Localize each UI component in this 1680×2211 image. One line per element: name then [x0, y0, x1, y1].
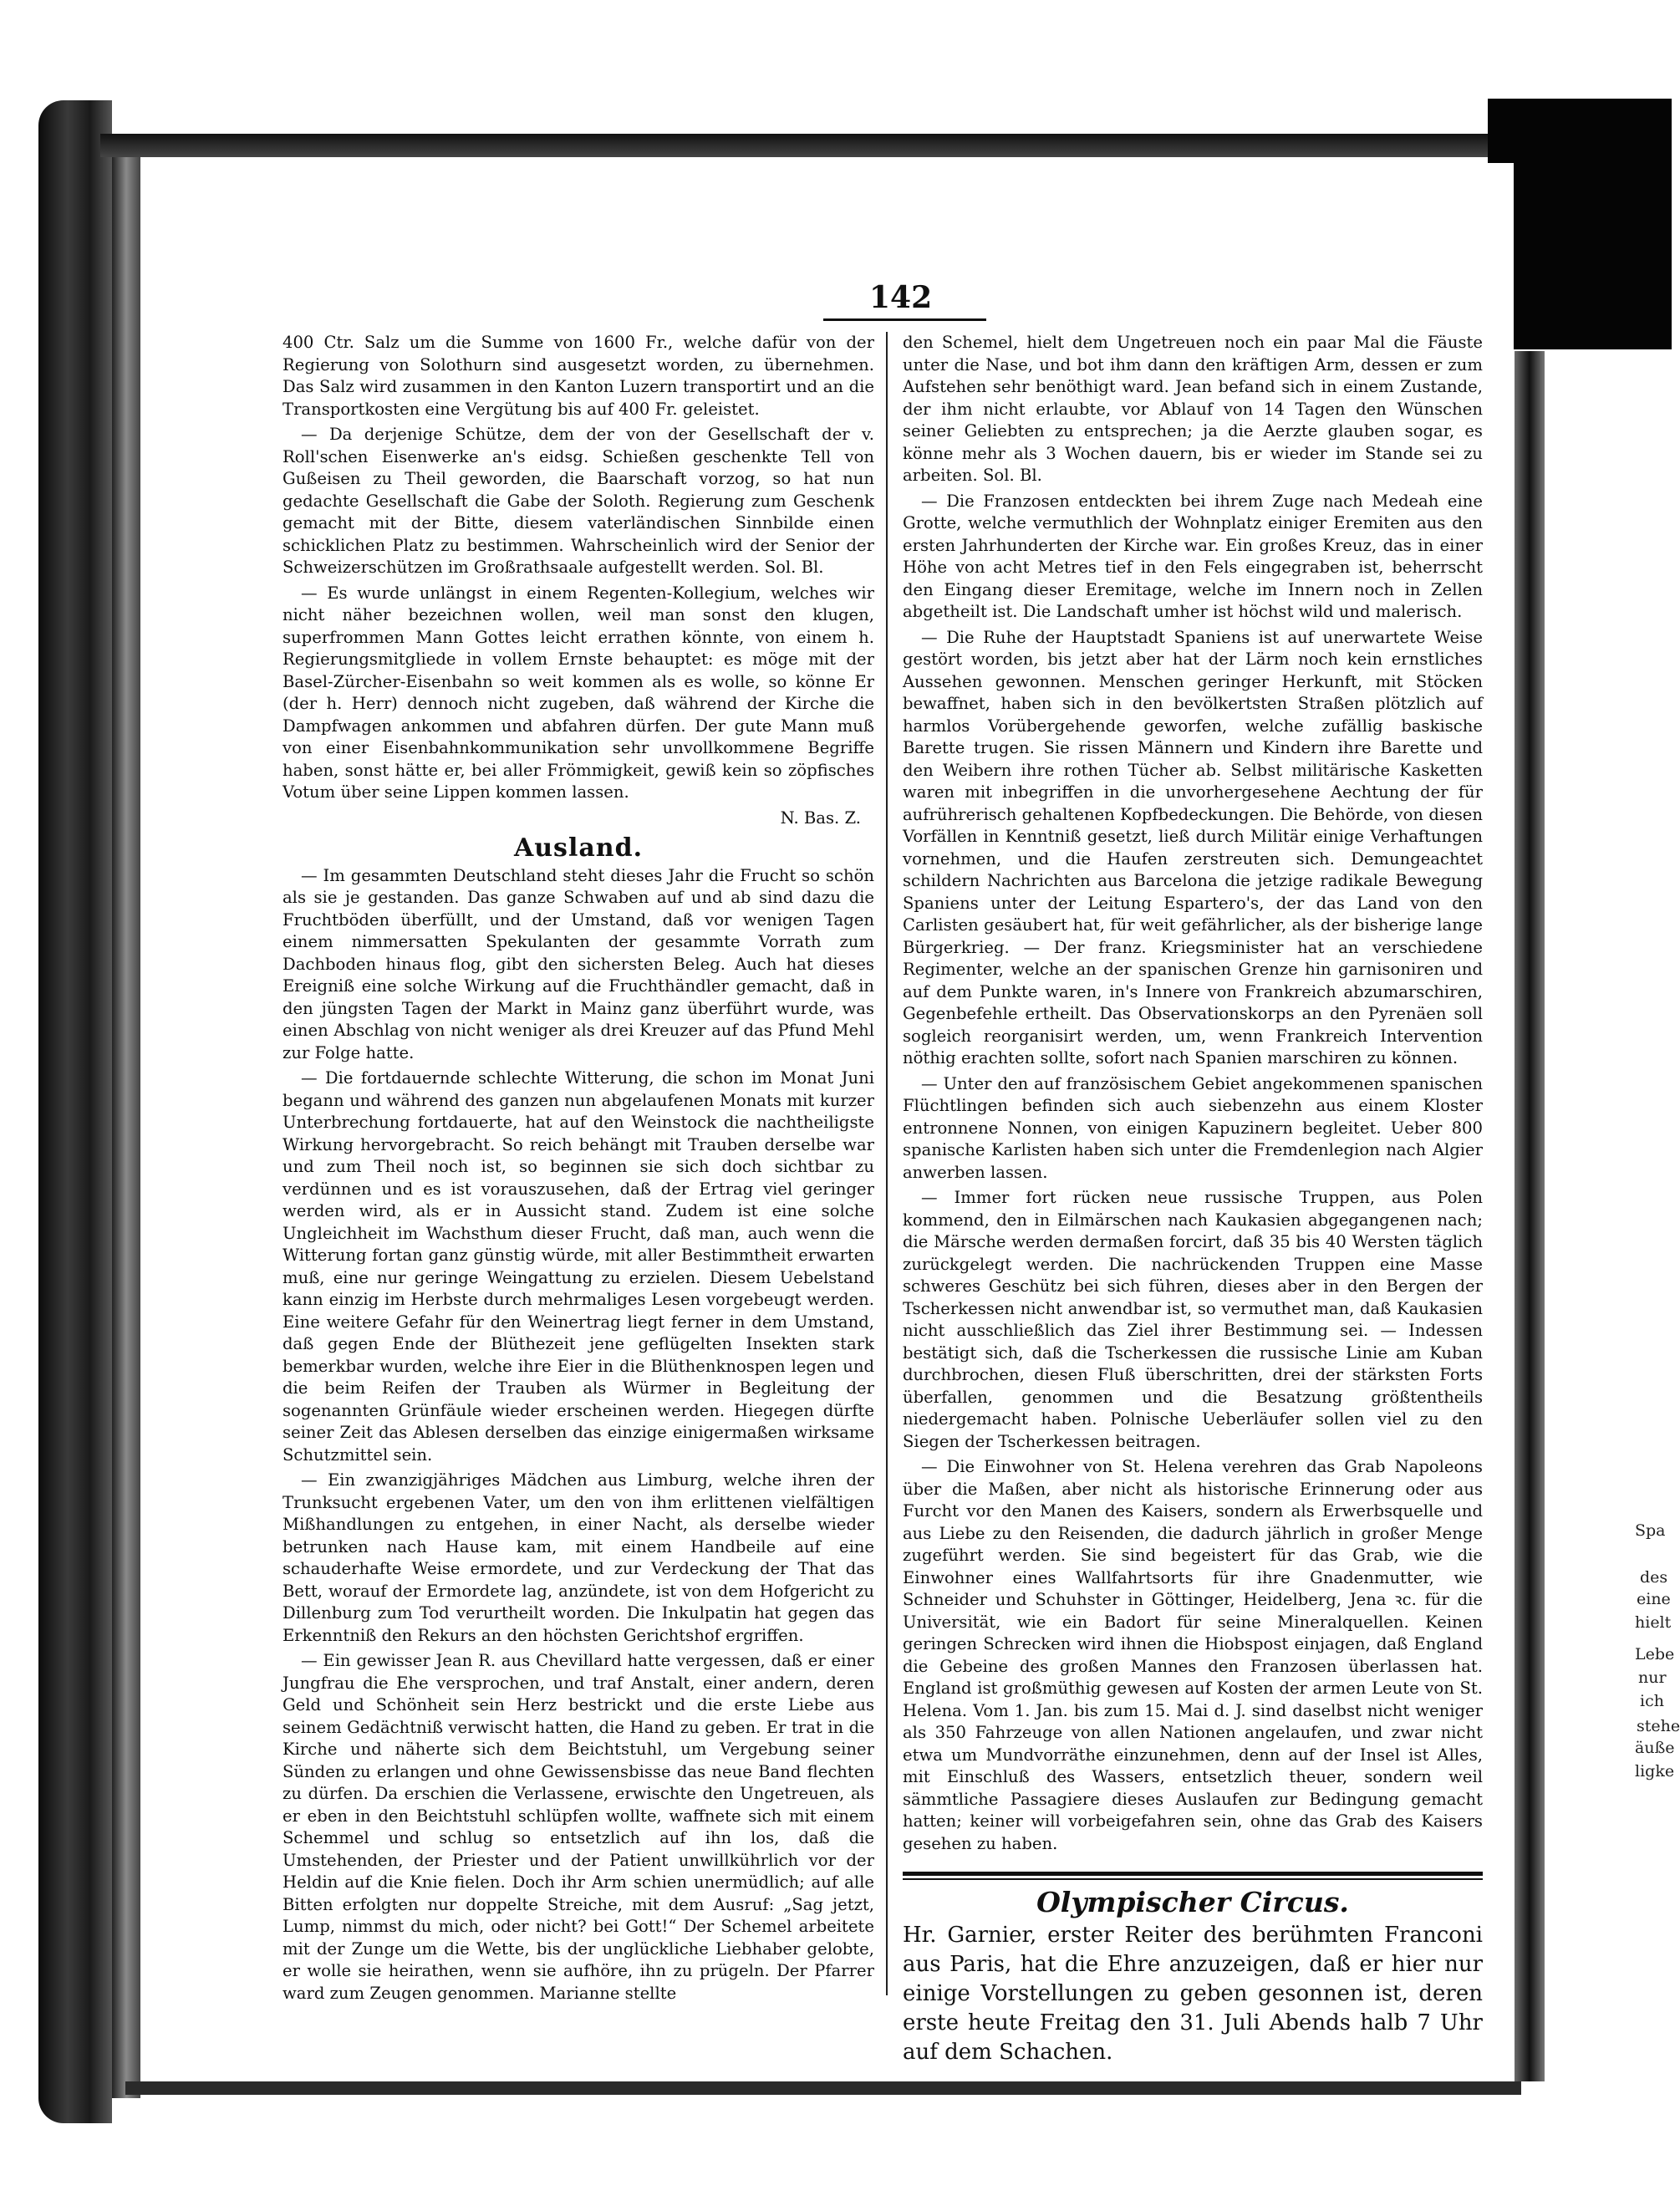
advertisement [903, 1886, 1483, 2067]
adjacent-page-fragment: äuße [1635, 1739, 1675, 1757]
page-number-rule [823, 318, 986, 321]
adjacent-page-fragment: nur [1638, 1668, 1667, 1687]
article-paragraph: — Die fortdauernde schlechte Witterung, die schon im Monat Juni begann und während des ganzen nun abgelaufenen Monats mit kurzer Unterbrechung fortdauerte, hat auf den Weinstock die nachtheiligste Wirkung hervorgebracht. So reich behängt mit Trauben derselbe war und zum Theil noch ist, so beginnen sie sich doch sichtbar zu verdünnen und es ist vorauszusehen, daß der Ertrag viel geringer werden wird, als er in Aussicht stand. Zudem ist eine solche Ungleichheit im Wachsthum dieser Frucht, daß man, auch wenn die Witterung fortan ganz günstig würde, mit aller Bestimmtheit erwarten muß, eine nur geringe Weingattung zu erzielen. Diesem Uebelstand kann einzig im Herbste durch mehrmaliges Lesen vorgebeugt werden. Eine weitere Gefahr für den Weinertrag liegt ferner in dem Umstand, daß gegen Ende der Blüthezeit jene geflügelten Insekten stark bemerkbar wurden, welche ihre Eier in die Blüthenknospen legen und die beim Reifen der Trauben als Würmer in Begleitung der sogenannten Grünfäule wieder erscheinen werden. Hiegegen dürfte seiner Zeit das Ablesen derselben das einzige einigermaßen wirksame Schutzmittel sein. [283, 1068, 874, 1465]
book-spine-right [1515, 351, 1545, 2081]
advertisement-title: Olympischer Circus. [1036, 1886, 1349, 1918]
column-divider [886, 332, 888, 1995]
article-paragraph: — Im gesammten Deutschland steht dieses Jahr die Frucht so schön als sie je gestanden. Das ganze Schwaben auf und ab sind dazu die Fruchtböden überfüllt, und der Umstand, daß vor wenigen Tagen einem nimmersatten Spekulanten der gesammte Vorrath zum Dachboden hinaus flog, gibt den sichersten Beleg. Auch hat dieses Ereigniß eine solche Wirkung auf die Fruchthändler gemacht, daß in den jüngsten Tagen der Markt in Mainz ganz überführt wurde, was einen Abschlag von nicht weniger als drei Kreuzer auf das Pfund Mehl zur Folge hatte. [283, 865, 874, 1062]
article-paragraph: — Unter den auf französischem Gebiet angekommenen spanischen Flüchtlingen befinden sich auch siebenzehn aus einem Kloster entronnene Nonnen, von einigen Kapuzinern begleitet. Ueber 800 spanische Karlisten haben sich unter die Fremdenlegion nach Algier anwerben lassen. [903, 1073, 1483, 1182]
adjacent-page-fragment: Lebe [1635, 1645, 1675, 1663]
left-column [283, 332, 874, 2008]
book-bottom-edge [125, 2081, 1521, 2095]
right-column [903, 332, 1483, 2067]
article-paragraph: den Schemel, hielt dem Ungetreuen noch ein paar Mal die Fäuste unter die Nase, und bot ihm dann den kräftigen Arm, dessen er zum Aufstehen sehr benöthigt ward. Jean befand sich in einem Zustande, der ihm nicht erlaubte, vor Ablauf von 14 Tagen den Wünschen seiner Geliebten zu entsprechen; ja die Aerzte glauben sogar, es könne mehr als 3 Wochen dauern, bis er wieder im Stande sei zu arbeiten. Sol. Bl. [903, 333, 1483, 485]
adjacent-page-fragment: stehe [1637, 1717, 1680, 1735]
adjacent-page-fragment: eine [1637, 1590, 1671, 1608]
adjacent-page-fragment: des [1640, 1568, 1668, 1587]
article-paragraph: 400 Ctr. Salz um die Summe von 1600 Fr., welche dafür von der Regierung von Solothurn sind ausgesetzt worden, zu übernehmen. Das Salz wird zusammen in den Kanton Luzern transportirt und an die Transportkosten eine Vergütung bis auf 400 Fr. geleistet. [283, 333, 874, 419]
article-paragraph: — Ein gewisser Jean R. aus Chevillard hatte vergessen, daß er einer Jungfrau die Ehe versprochen, und traf Anstalt, einer andern, deren Geld und Schönheit sein Herz bestrickt und die erste Liebe aus seinem Gedächtniß verwischt hatten, die Hand zu geben. Er trat in die Kirche und näherte sich dem Beichtstuhl, um Vergebung seiner Sünden zu erlangen und ohne Gewissensbisse das neue Band flechten zu dürfen. Da erschien die Verlassene, erwischte den Ungetreuen, als er eben in den Beichtstuhl schlüpfen wollte, waffnete sich mit einem Schemmel und schlug so entsetzlich auf ihn los, daß die Umstehenden, der Priester und der Patient unwillkührlich vor der Heldin auf die Knie fielen. Doch ihr Arm schien unermüdlich; auf alle Bitten erfolgten nur doppelte Streiche, mit dem Ausruf: „Sag jetzt, Lump, nimmst du mich, oder nicht? bei Gott!“ Der Schemel arbeitete mit der Zunge um die Wette, bis der unglückliche Liebhaber gelobte, er wolle sie heirathen, wenn sie aufhöre, ihn zu prügeln. Der Pfarrer ward zum Zeugen genommen. Marianne stellte [283, 1651, 874, 2003]
adjacent-page-fragment: ich [1640, 1692, 1664, 1710]
article-paragraph: — Da derjenige Schütze, dem der von der Gesellschaft der v. Roll'schen Eisenwerke an's eidsg. Schießen geschenkte Tell von Gußeisen zu Theil geworden, die Baarschaft vorzog, so hat nun gedachte Gesellschaft die Gabe der Soloth. Regierung zum Geschenk gemacht mit der Bitte, diesem vaterländischen Sinnbilde einen schicklichen Platz zu bestimmen. Wahrscheinlich wird der Senior der Schweizerschützen im Großrathsaale aufgestellt werden. Sol. Bl. [283, 425, 874, 577]
article-paragraph: — Die Einwohner von St. Helena verehren das Grab Napoleons über die Maßen, aber nicht als historische Erinnerung oder aus Furcht vor den Manen des Kaisers, sondern als Erwerbsquelle und aus Liebe zu den Reisenden, die dadurch jährlich in großer Menge zugeführt werden. Sie sind begeistert für das Grab, wie die Einwohner eines Wallfahrtsorts für ihre Gnadenmutter, wie Schneider und Schuhster in Göttinger, Heidelberg, Jena ꝛc. für die Universität, wie ein Badort für seine Mineralquellen. Keinen geringen Schrecken wird ihnen die Hiobspost einjagen, daß England die Gebeine des großen Mannes den Franzosen überlassen hat. England ist großmüthig gewesen auf Kosten der armen Leute von St. Helena. Vom 1. Jan. bis zum 15. Mai d. J. sind daselbst nicht weniger als 350 Fahrzeuge von allen Nationen angelaufen, und zwar nicht etwa um Mundvorräthe einzunehmen, denn auf der Insel ist Alles, mit Einschluß des Wassers, entsetzlich theuer, sondern weil sämmtliche Passagiere dieses Auslaufen zur Bedingung gemacht hatten; keiner will vorbeigefahren sein, ohne das Grab des Kaisers gesehen zu haben. [903, 1457, 1483, 1853]
advertisement-text: Hr. Garnier, erster Reiter des berühmten Franconi aus Paris, hat die Ehre anzuzeigen, daß er hier nur einige Vorstellungen zu geben gesonnen ist, deren erste heute Freitag den 31. Juli Abends halb 7 Uhr auf dem Schachen. [903, 1922, 1483, 2065]
scan-shadow-block [1488, 99, 1672, 349]
adjacent-page-fragment: Spa [1635, 1521, 1666, 1540]
article-source: N. Bas. Z. [780, 807, 861, 828]
article-paragraph: — Ein zwanzigjähriges Mädchen aus Limburg, welche ihren der Trunksucht ergebenen Vater, um den von ihm erlittenen vielfältigen Mißhandlungen zu entgehen, in einer Nacht, als derselbe wieder betrunken nach Hause kam, mit einem Handbeile auf eine schauderhafte Weise ermordete, und zur Verdeckung der That das Bett, worauf der Ermordete lag, anzündete, ist von dem Hofgericht zu Dillenburg zum Tod verurtheilt worden. Die Inkulpatin hat gegen das Erkenntniß den Rekurs an den höchsten Gerichtshof ergriffen. [283, 1470, 874, 1645]
adjacent-page-fragment: hielt [1635, 1613, 1672, 1632]
article-paragraph: — Es wurde unlängst in einem Regenten-Kollegium, welches wir nicht näher bezeichnen wollen, weil man sonst den klugen, superfrommen Mann Gottes leicht errathen könnte, von einem h. Regierungsmitgliede in vollem Ernste behauptet: es möge mit der Basel-Zürcher-Eisenbahn so weit kommen als es wolle, so könne Er (der h. Herr) dennoch nicht zugeben, daß während der Kirche die Dampfwagen ankommen und abfahren dürfen. Der gute Mann muß von einer Eisenbahnkommunikation sehr unvollkommene Begriffe haben, sonst hätte er, bei aller Frömmigkeit, gewiß kein so zöpfisches Votum über seine Lippen kommen lassen. [283, 583, 874, 802]
advertisement-rule [903, 1872, 1483, 1876]
adjacent-page-fragment: ligke [1635, 1762, 1675, 1781]
article-paragraph: — Die Franzosen entdeckten bei ihrem Zuge nach Medeah eine Grotte, welche vermuthlich der Wohnplatz einiger Eremiten aus den ersten Jahrhunderten der Kirche war. Ein großes Kreuz, das in einer Höhe von acht Metres tief in den Fels eingegraben ist, beherrscht den Eingang dieser Eremitage, welche im Innern noch in Zellen abgetheilt ist. Die Landschaft umher ist höchst wild und malerisch. [903, 491, 1483, 621]
section-heading: Ausland. [513, 833, 644, 863]
article-paragraph: — Immer fort rücken neue russische Truppen, aus Polen kommend, den in Eilmärschen nach Kaukasien abgegangenen nach; die Märsche werden dermaßen forcirt, daß 35 bis 40 Wersten täglich zurückgelegt werden. Die nachrückenden Truppen eine Masse schweres Geschütz bei sich führen, dieses aber in den Bergen der Tscherkessen nicht anwendbar ist, so vermuthet man, daß Kaukasien nicht ausschließlich das Ziel ihrer Bestimmung sei. — Indessen bestätigt sich, daß die Tscherkessen die russische Linie am Kuban durchbrochen, diesen Fluß überschritten, drei der stärksten Forts überfallen, genommen und die Besatzung größtentheils niedergemacht haben. Polnische Ueberläufer sollen viel zu den Siegen der Tscherkessen beitragen. [903, 1188, 1483, 1451]
page-number: 142 [869, 280, 933, 315]
book-edge-inner [112, 134, 140, 2098]
article-paragraph: — Die Ruhe der Hauptstadt Spaniens ist auf unerwartete Weise gestört worden, bis jetzt aber hat der Lärm noch kein ernstliches Aussehen gewonnen. Menschen geringer Herkunft, mit Stöcken bewaffnet, haben sich in den bevölkertsten Straßen plötzlich auf harmlos Vorübergehende geworfen, welche zufällig baskische Barette trugen. Sie rissen Männern und Kindern ihre Barette und den Weibern ihre rothen Tücher ab. Selbst militärische Kasketten waren mit inbegriffen in die unvorhergesehene Aechtung der für aufrührerisch gehaltenen Kopfbedeckungen. Die Behörde, von diesen Vorfällen in Kenntniß gesetzt, ließ durch Militär einige Verhaftungen vornehmen, und die Haufen zerstreuten sich. Demungeachtet schildern Nachrichten aus Barcelona die jetzige radikale Bewegung Spaniens unter der Leitung Espartero's, der das Land von den Carlisten gesäubert hat, für weit gefährlicher, als der bisherige lange Bürgerkrieg. — Der franz. Kriegsminister hat an verschiedene Regimenter, welche an der spanischen Grenze hin garnisoniren und auf dem Punkte waren, in's Innere von Frankreich abzumarschiren, Gegenbefehle ertheilt. Das Observationskorps an den Pyrenäen soll sogleich reorganisirt werden, um, wenn Frankreich Intervention nöthig erachten sollte, sofort nach Spanien marschiren zu können. [903, 627, 1483, 1067]
book-top-edge [100, 134, 1504, 157]
adjacent-page-fragments [1548, 334, 1680, 2073]
book-edge-left [38, 100, 112, 2123]
advertisement-rule [903, 1878, 1483, 1880]
